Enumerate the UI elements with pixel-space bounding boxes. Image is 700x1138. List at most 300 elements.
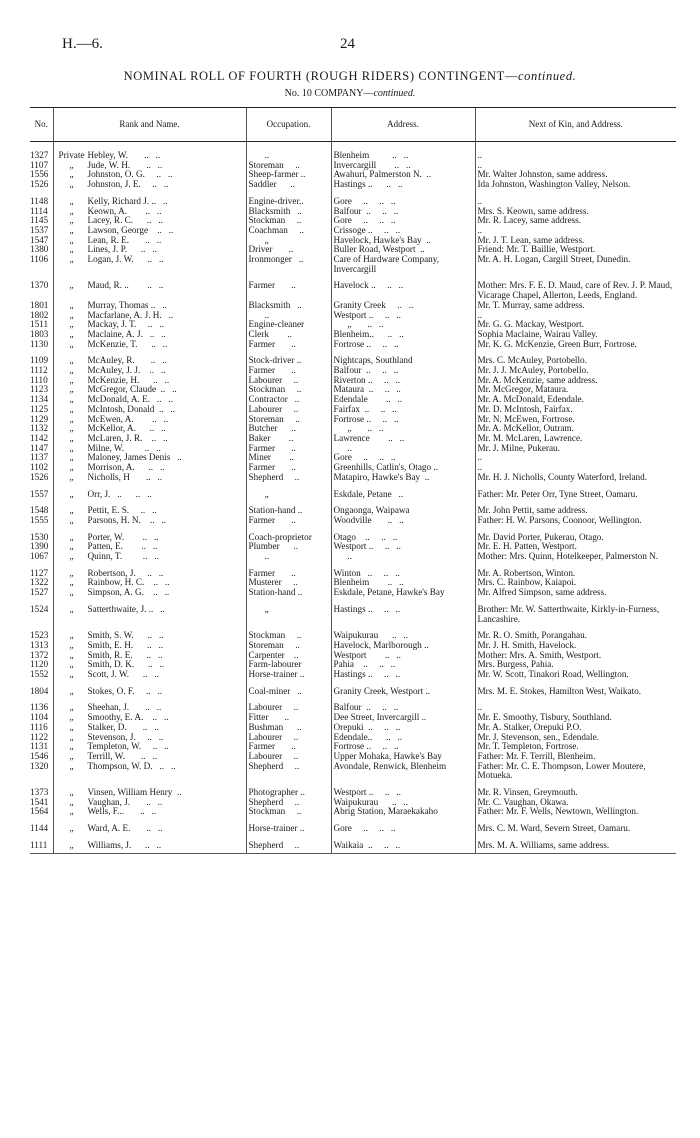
occupation: Farmer .. <box>246 463 331 473</box>
occupation: Musterer .. <box>246 578 331 588</box>
table-row <box>30 395 676 405</box>
rank: „ <box>69 404 74 414</box>
row-rank-name <box>53 170 246 180</box>
next-of-kin: Father: Mr. F. Terrill, Blenheim. <box>475 752 676 762</box>
rank: „ <box>69 702 74 713</box>
row-number: 1125 <box>30 404 49 414</box>
next-of-kin: Mr. G. G. Mackay, Westport. <box>475 320 676 330</box>
rank: „ <box>69 567 74 578</box>
row-number: 1511 <box>30 320 49 330</box>
table-row <box>30 340 676 350</box>
address: Upper Mohaka, Hawke's Bay <box>331 752 475 762</box>
next-of-kin: Mr. A. McKenzie, same address. <box>475 376 676 386</box>
row-number: 1802 <box>30 310 49 320</box>
next-of-kin: Mr. Alfred Simpson, same address. <box>475 588 676 598</box>
soldier-name: Stalker, D. .. .. <box>87 722 159 732</box>
address: Havelock .. .. .. <box>331 274 475 300</box>
address: Westport .. .. .. <box>331 781 475 798</box>
address: Waipukurau .. .. <box>331 798 475 808</box>
row-number: 1801 <box>30 300 49 310</box>
table-row <box>30 463 676 473</box>
rank: „ <box>69 732 74 742</box>
occupation: Farmer .. <box>246 516 331 526</box>
soldier-name: Mackay, J. T. .. .. <box>87 320 164 330</box>
nominal-roll-table <box>30 107 676 854</box>
row-number: 1130 <box>30 339 49 349</box>
rank: „ <box>69 355 74 366</box>
row-number: 1111 <box>30 834 53 853</box>
row-number: 1107 <box>30 160 49 170</box>
occupation: „ <box>246 236 331 246</box>
soldier-name: Scott, J. W. .. .. <box>87 670 159 680</box>
row-number: 1313 <box>30 640 49 650</box>
next-of-kin: Mr. R. O. Smith, Porangahau. <box>475 624 676 641</box>
table-row <box>30 170 676 180</box>
row-number: 1541 <box>30 797 49 807</box>
rank: „ <box>69 280 74 291</box>
col-header-address: Address. <box>331 108 475 142</box>
rank: „ <box>69 375 74 385</box>
rank: „ <box>69 640 74 650</box>
row-rank-name <box>53 781 246 798</box>
next-of-kin: Mr. C. Vaughan, Okawa. <box>475 798 676 808</box>
soldier-name: Vinsen, William Henry .. <box>87 787 182 798</box>
soldier-name: McEwen, A. .. .. <box>87 414 169 424</box>
occupation: .. <box>246 552 331 562</box>
rank: „ <box>69 433 74 443</box>
rank: „ <box>69 685 74 696</box>
occupation: Labourer .. <box>246 696 331 713</box>
next-of-kin: Mr. J. Milne, Pukerau. <box>475 444 676 454</box>
next-of-kin: Mr. J. H. Smith, Havelock. <box>475 641 676 651</box>
table-row <box>30 376 676 386</box>
soldier-name: Rainbow, H. C. .. .. <box>87 578 170 588</box>
row-number: 1372 <box>30 650 49 660</box>
address: Lawrence .. .. <box>331 434 475 444</box>
rank: „ <box>69 160 74 170</box>
occupation: Coachman .. <box>246 226 331 236</box>
row-number: 1116 <box>30 722 48 732</box>
table-row <box>30 473 676 483</box>
row-rank-name <box>53 385 246 395</box>
next-of-kin: Mrs. M. E. Stokes, Hamilton West, Waikato. <box>475 680 676 697</box>
table-row <box>30 588 676 598</box>
occupation: Stock-driver .. <box>246 349 331 366</box>
row-rank-name <box>53 216 246 226</box>
address: .. <box>331 552 475 562</box>
table-row <box>30 834 676 853</box>
row-rank-name <box>53 340 246 350</box>
roll-title-main: NOMINAL ROLL OF FOURTH (ROUGH RIDERS) CONTINGENT— <box>123 69 518 83</box>
table-row <box>30 562 676 579</box>
row-rank-name <box>53 245 246 255</box>
row-rank-name <box>53 807 246 817</box>
rank: „ <box>69 823 74 834</box>
table-row <box>30 180 676 190</box>
soldier-name: Johnston, J. E. .. .. <box>87 180 169 190</box>
occupation: „ <box>246 483 331 500</box>
table-row <box>30 161 676 171</box>
row-rank-name <box>53 733 246 743</box>
occupation: Miner .. <box>246 453 331 463</box>
address: Invercargill .. .. <box>331 161 475 171</box>
soldier-name: Maclaine, A. J. .. .. <box>87 329 166 339</box>
row-rank-name <box>53 190 246 207</box>
soldier-name: Smith, S. W. .. .. <box>87 630 164 641</box>
roll-title <box>0 69 700 84</box>
next-of-kin: .. <box>475 190 676 207</box>
page-number: 24 <box>340 36 355 52</box>
row-number: 1527 <box>30 588 49 598</box>
soldier-name: Stevenson, J. .. .. <box>87 732 164 742</box>
address: Orepuki .. .. .. <box>331 723 475 733</box>
occupation: Stockman .. <box>246 216 331 226</box>
row-number: 1523 <box>30 630 49 641</box>
occupation: Shepherd .. <box>246 473 331 483</box>
row-rank-name <box>53 641 246 651</box>
rank: „ <box>69 761 74 771</box>
table-row <box>30 660 676 670</box>
row-number: 1526 <box>30 472 49 482</box>
address: Avondale, Renwick, Blenheim <box>331 762 475 781</box>
occupation: Coal-miner .. <box>246 680 331 697</box>
next-of-kin: Mr. T. Murray, same address. <box>475 301 676 311</box>
address: Buller Road, Westport .. <box>331 245 475 255</box>
soldier-name: Robertson, J. .. .. <box>87 567 164 578</box>
address: Westport .. .. <box>331 651 475 661</box>
soldier-name: Keown, A. .. .. <box>87 206 162 216</box>
table-row <box>30 453 676 463</box>
rank: „ <box>69 515 74 525</box>
table-row <box>30 301 676 311</box>
soldier-name: Simpson, A. G. .. .. <box>87 588 170 598</box>
address: Fortrose .. .. .. <box>331 742 475 752</box>
table-row <box>30 216 676 226</box>
soldier-name: McKellor, A. .. .. <box>87 424 166 434</box>
occupation: Engine-cleaner <box>246 320 331 330</box>
occupation: Station-hand .. <box>246 588 331 598</box>
occupation: Horse-trainer .. <box>246 817 331 834</box>
next-of-kin: .. <box>475 142 676 161</box>
occupation: Fitter .. <box>246 713 331 723</box>
table-row <box>30 696 676 713</box>
row-rank-name <box>53 483 246 500</box>
row-rank-name <box>53 330 246 340</box>
next-of-kin: Mr. R. Lacey, same address. <box>475 216 676 226</box>
address: Riverton .. .. .. <box>331 376 475 386</box>
next-of-kin: Mr. K. G. McKenzie, Green Burr, Fortrose. <box>475 340 676 350</box>
occupation: Farmer .. <box>246 340 331 350</box>
table-row <box>30 807 676 817</box>
address: Pahia .. .. .. <box>331 660 475 670</box>
rank: „ <box>69 443 74 453</box>
rank: „ <box>69 650 74 660</box>
occupation: Carpenter .. <box>246 651 331 661</box>
soldier-name: Johnston, O. G. .. .. <box>87 170 173 180</box>
occupation: Photographer .. <box>246 781 331 798</box>
address: Havelock, Marlborough .. <box>331 641 475 651</box>
address: Eskdale, Petane, Hawke's Bay <box>331 588 475 598</box>
next-of-kin: Mr. T. Templeton, Fortrose. <box>475 742 676 752</box>
row-number: 1327 <box>30 150 49 160</box>
row-rank-name <box>53 142 246 161</box>
rank: „ <box>69 751 74 761</box>
soldier-name: Porter, W. .. .. <box>87 531 159 542</box>
row-rank-name <box>53 453 246 463</box>
rank: „ <box>69 552 74 562</box>
occupation: Blacksmith .. <box>246 301 331 311</box>
rank: „ <box>69 588 74 598</box>
address: Balfour .. .. .. <box>331 207 475 217</box>
row-number: 1102 <box>30 463 49 473</box>
row-rank-name <box>53 366 246 376</box>
rank: „ <box>69 670 74 680</box>
table-row <box>30 226 676 236</box>
rank: „ <box>69 235 74 245</box>
soldier-name: McKenzie, H. .. .. <box>87 375 170 385</box>
col-header-rank-name: Rank and Name. <box>53 108 246 142</box>
row-rank-name <box>53 742 246 752</box>
next-of-kin: .. <box>475 453 676 463</box>
table-row <box>30 424 676 434</box>
company-subtitle <box>0 88 700 99</box>
row-rank-name <box>53 542 246 552</box>
table-row <box>30 680 676 697</box>
company-subtitle-main: No. 10 COMPANY— <box>284 88 374 99</box>
rank: „ <box>69 463 74 473</box>
next-of-kin: Ida Johnston, Washington Valley, Nelson. <box>475 180 676 190</box>
row-number: 1114 <box>30 206 48 216</box>
address: Waikaia .. .. .. <box>331 834 475 853</box>
table-row <box>30 742 676 752</box>
soldier-name: Smith, E. H. .. .. <box>87 640 164 650</box>
soldier-name: McAuley, J. J. .. .. <box>87 366 166 376</box>
table-row <box>30 752 676 762</box>
rank: „ <box>69 578 74 588</box>
soldier-name: McDonald, A. E. .. .. <box>87 395 173 405</box>
table-row <box>30 499 676 516</box>
table-row <box>30 542 676 552</box>
occupation: Saddler .. <box>246 180 331 190</box>
soldier-name: Macfarlane, A. J. H. .. <box>87 310 174 320</box>
table-row <box>30 245 676 255</box>
row-rank-name <box>53 301 246 311</box>
row-number: 1122 <box>30 732 49 742</box>
row-rank-name <box>53 762 246 781</box>
row-rank-name <box>53 660 246 670</box>
address: Ongaonga, Waipawa <box>331 499 475 516</box>
next-of-kin: Mr. McGregor, Mataura. <box>475 385 676 395</box>
occupation: Farmer .. <box>246 444 331 454</box>
occupation: Stockman .. <box>246 624 331 641</box>
rank: „ <box>69 424 74 434</box>
occupation: Shepherd .. <box>246 834 331 853</box>
rank: „ <box>69 713 74 723</box>
soldier-name: Murray, Thomas .. .. <box>87 300 167 310</box>
next-of-kin: Mother: Mrs. F. E. D. Maud, care of Rev. J. P. Maud, Vicarage Chapel, Allerton, Leeds, England. <box>475 274 676 300</box>
row-number: 1134 <box>30 395 49 405</box>
soldier-name: McIntosh, Donald .. .. <box>87 404 176 414</box>
address: Gore .. .. .. <box>331 817 475 834</box>
row-rank-name <box>53 552 246 562</box>
row-number: 1380 <box>30 245 49 255</box>
next-of-kin: Mr. N. McEwen, Fortrose. <box>475 415 676 425</box>
row-number: 1144 <box>30 823 49 834</box>
table-row <box>30 444 676 454</box>
row-number: 1552 <box>30 670 49 680</box>
next-of-kin: .. <box>475 311 676 321</box>
address: Havelock, Hawke's Bay .. <box>331 236 475 246</box>
soldier-name: Logan, J. W. .. .. <box>87 255 164 265</box>
address: Eskdale, Petane .. <box>331 483 475 500</box>
next-of-kin: Mother: Mrs. A. Smith, Westport. <box>475 651 676 661</box>
rank: „ <box>69 839 74 850</box>
address: Granity Creek, Westport .. <box>331 680 475 697</box>
address: Fairfax .. .. .. <box>331 405 475 415</box>
next-of-kin: Friend: Mr. T. Baillie, Westport. <box>475 245 676 255</box>
row-rank-name <box>53 526 246 543</box>
soldier-name: McAuley, R. .. .. <box>87 355 167 366</box>
row-number: 1137 <box>30 453 49 463</box>
table-row <box>30 723 676 733</box>
soldier-name: Smith, R. E. .. .. <box>87 650 163 660</box>
occupation: Butcher .. <box>246 424 331 434</box>
next-of-kin: Mr. Walter Johnston, same address. <box>475 170 676 180</box>
occupation: Stockman .. <box>246 807 331 817</box>
next-of-kin: Mr. M. McLaren, Lawrence. <box>475 434 676 444</box>
row-rank-name <box>53 236 246 246</box>
rank: „ <box>69 807 74 817</box>
table-row <box>30 236 676 246</box>
address: Mataura .. .. .. <box>331 385 475 395</box>
row-number: 1147 <box>30 443 49 453</box>
address: Westport .. .. .. <box>331 311 475 321</box>
occupation: .. <box>246 311 331 321</box>
soldier-name: Nicholls, H .. .. <box>87 472 163 482</box>
table-row <box>30 516 676 526</box>
row-number: 1555 <box>30 515 49 525</box>
next-of-kin: Mr. A. Stalker, Orepuki P.O. <box>475 723 676 733</box>
address: Gore .. .. .. <box>331 216 475 226</box>
address: Hastings .. .. .. <box>331 598 475 624</box>
table-row <box>30 415 676 425</box>
soldier-name: Satterthwaite, J. .. .. <box>87 603 165 614</box>
occupation: Stockman .. <box>246 385 331 395</box>
table-row <box>30 207 676 217</box>
soldier-name: Hebley, W. .. .. <box>87 150 161 160</box>
row-rank-name <box>53 207 246 217</box>
next-of-kin: Mrs. S. Keown, same address. <box>475 207 676 217</box>
soldier-name: McGregor, Claude .. .. <box>87 385 177 395</box>
row-number: 1557 <box>30 488 49 499</box>
rank: „ <box>69 385 74 395</box>
row-number: 1067 <box>30 552 49 562</box>
next-of-kin: Mr. John Pettit, same address. <box>475 499 676 516</box>
table-row <box>30 781 676 798</box>
address: „ .. .. <box>331 320 475 330</box>
occupation: Labourer .. <box>246 376 331 386</box>
next-of-kin: Mr. David Porter, Pukerau, Otago. <box>475 526 676 543</box>
row-rank-name <box>53 670 246 680</box>
row-number: 1132 <box>30 424 49 434</box>
row-number: 1109 <box>30 355 49 366</box>
address: Woodville .. .. <box>331 516 475 526</box>
address: Crissoge .. .. .. <box>331 226 475 236</box>
next-of-kin: .. <box>475 463 676 473</box>
company-subtitle-italic: continued. <box>373 88 416 99</box>
soldier-name: McKenzie, T. .. .. <box>87 339 168 349</box>
next-of-kin: Mr. W. Scott, Tinakori Road, Wellington. <box>475 670 676 680</box>
rank: „ <box>69 542 74 552</box>
address: Balfour .. .. .. <box>331 696 475 713</box>
occupation: Farmer .. <box>246 742 331 752</box>
address: Awahuri, Palmerston N. .. <box>331 170 475 180</box>
row-rank-name <box>53 463 246 473</box>
row-rank-name <box>53 578 246 588</box>
row-number: 1548 <box>30 505 49 516</box>
address: Granity Creek .. .. <box>331 301 475 311</box>
occupation: „ <box>246 598 331 624</box>
occupation: Farmer .. <box>246 274 331 300</box>
address: Abrig Station, Maraekakaho <box>331 807 475 817</box>
next-of-kin: Mr. J. Stevenson, sen., Edendale. <box>475 733 676 743</box>
rank: „ <box>69 603 74 614</box>
soldier-name: Milne, W. .. .. <box>87 443 161 453</box>
table-row <box>30 733 676 743</box>
occupation: Shepherd .. <box>246 798 331 808</box>
rank: „ <box>69 722 74 732</box>
soldier-name: McLaren, J. R. .. .. <box>87 433 168 443</box>
next-of-kin: Mrs. C. McAuley, Portobello. <box>475 349 676 366</box>
table-row <box>30 320 676 330</box>
next-of-kin: Sophia Maclaine, Wairau Valley. <box>475 330 676 340</box>
soldier-name: Morrison, A. .. .. <box>87 463 165 473</box>
next-of-kin: .. <box>475 696 676 713</box>
soldier-name: Vaughan, J. .. .. <box>87 797 163 807</box>
table-row <box>30 552 676 562</box>
table-row <box>30 598 676 624</box>
soldier-name: Maud, R. .. .. .. <box>87 280 164 291</box>
row-rank-name <box>53 834 246 853</box>
row-rank-name <box>53 180 246 190</box>
soldier-name: Lean, R. E. .. .. <box>87 235 162 245</box>
row-rank-name <box>53 415 246 425</box>
table-row <box>30 434 676 444</box>
rank: „ <box>69 505 74 516</box>
rank: „ <box>69 797 74 807</box>
next-of-kin: Mrs. Burgess, Pahia. <box>475 660 676 670</box>
table-row <box>30 349 676 366</box>
row-rank-name <box>53 395 246 405</box>
address: Blenheim.. .. .. <box>331 330 475 340</box>
address: Otago .. .. .. <box>331 526 475 543</box>
row-number: 1530 <box>30 531 49 542</box>
rank: „ <box>69 245 74 255</box>
address: Gore .. .. .. <box>331 453 475 463</box>
soldier-name: Ward, A. E. .. .. <box>87 823 163 834</box>
occupation: Labourer .. <box>246 405 331 415</box>
row-number: 1120 <box>30 660 49 670</box>
row-rank-name <box>53 562 246 579</box>
next-of-kin: Mr. A. Robertson, Winton. <box>475 562 676 579</box>
next-of-kin: .. <box>475 161 676 171</box>
row-number: 1127 <box>30 567 49 578</box>
row-rank-name <box>53 723 246 733</box>
occupation: .. <box>246 142 331 161</box>
row-rank-name <box>53 349 246 366</box>
soldier-name: Quinn, T. .. .. <box>87 552 159 562</box>
table-row <box>30 405 676 415</box>
